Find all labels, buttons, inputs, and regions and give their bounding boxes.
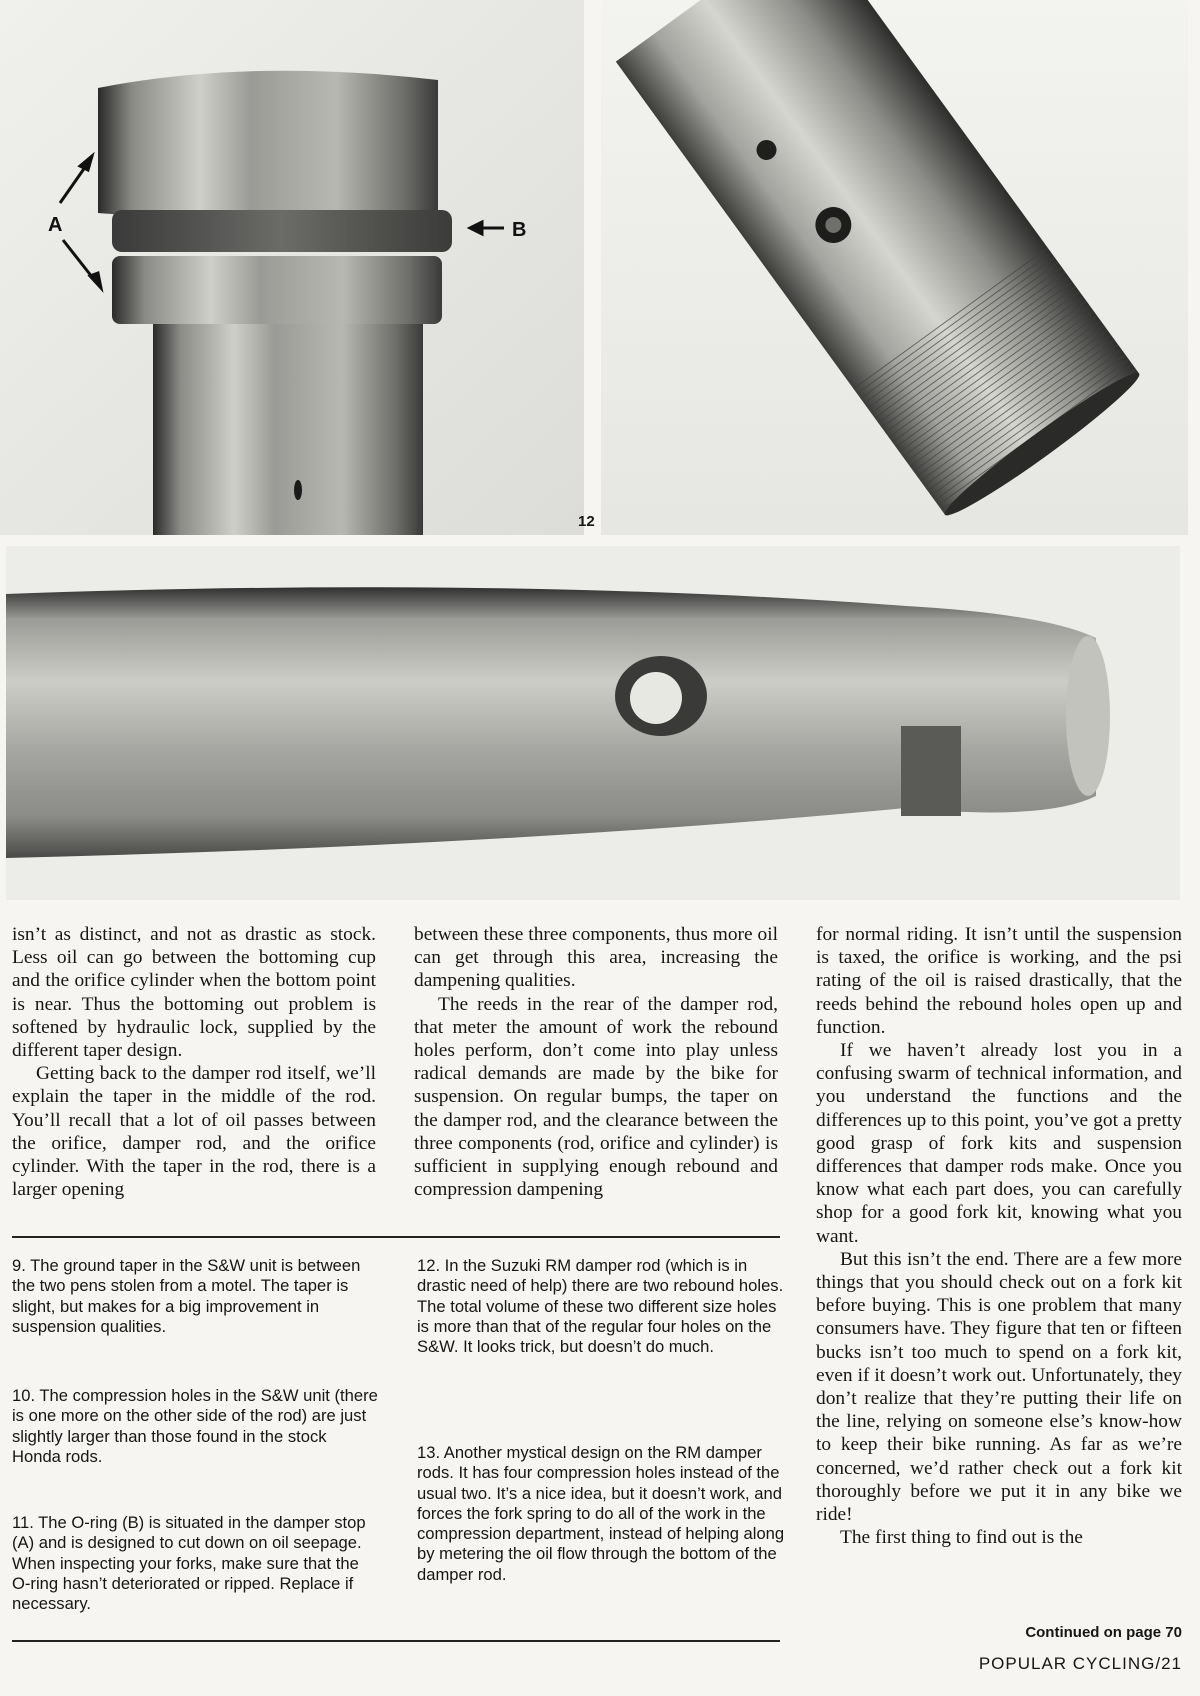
paragraph: Getting back to the damper rod itself, we’ll explain the taper in the middle of the rod. You’ll recall that a lot of oil passes between the orifice, damper rod, and the orifice cylinder. With the taper in the rod, there is a larger opening	[12, 1063, 376, 1201]
photo-damper-stop	[0, 0, 584, 535]
label-a: A	[48, 214, 63, 236]
continued-note: Continued on page 70	[1025, 1624, 1182, 1641]
divider	[12, 1640, 780, 1642]
label-b: B	[512, 219, 527, 241]
figure-number: 12	[578, 513, 595, 530]
photo-damper-rod-side	[6, 546, 1180, 900]
photo-damper-rod-end	[601, 0, 1188, 535]
caption-11: 11. The O-ring (B) is situated in the damper stop (A) and is designed to cut down on oil seepage. When inspecting your forks, make sure that the O-ring hasn’t deteriorated or ripped. Replace if necessary.	[12, 1513, 366, 1614]
text-column-1	[12, 923, 376, 1201]
paragraph: isn’t as distinct, and not as drastic as stock. Less oil can go between the bottoming cup and the orifice cylinder when the bottom point is near. Thus the bottoming out problem is softened by hydraulic lock, supplied by the different taper design.	[12, 924, 376, 1062]
caption-9: 9. The ground taper in the S&W unit is between the two pens stolen from a motel. The taper is slight, but makes for a big improvement in suspension qualities.	[12, 1256, 361, 1336]
text-column-2	[414, 923, 778, 1201]
caption-10: 10. The compression holes in the S&W unit (there is one more on the other side of the rod) are just slightly larger than those found in the stock Honda rods.	[12, 1386, 378, 1466]
text-column-3	[816, 923, 1182, 1549]
caption-13: 13. Another mystical design on the RM damper rods. It has four compression holes instead of the usual two. It’s a nice idea, but it doesn’t work, and forces the fork spring to do all of the work in the compression department, instead of helping along by metering the oil flow through the bottom of the damper rod.	[417, 1443, 785, 1584]
paragraph: The reeds in the rear of the damper rod, that meter the amount of work the rebound holes perform, don’t come into play unless radical demands are made by the bike for suspension. On regular bumps, the taper on the damper rod, and the clearance between the three components (rod, orifice and cylinder) is sufficient in supplying enough rebound and compression dampening	[414, 993, 778, 1201]
paragraph: If we haven’t already lost you in a confusing swarm of technical information, and you understand the functions and the differences up to this point, you’ve got a pretty good grasp of fork kits and suspension differences that damper rods make. Once you know what each part does, you can carefully shop for a good fork kit, knowing what you want.	[816, 1040, 1182, 1247]
caption-12: 12. In the Suzuki RM damper rod (which is in drastic need of help) there are two rebound holes. The total volume of these two different size holes is more than that of the regular four holes on the S&W. It looks trick, but doesn’t do much.	[417, 1256, 784, 1357]
divider	[12, 1236, 780, 1238]
paragraph: between these three components, thus more oil can get through this area, increasing the dampening qualities.	[414, 924, 778, 992]
paragraph: for normal riding. It isn’t until the suspension is taxed, the orifice is working, and the psi rating of the oil is raised drastically, that the reeds behind the rebound holes open up and function.	[816, 924, 1182, 1038]
paragraph: But this isn’t the end. There are a few more things that you should check out on a fork kit before buying. This is one problem that many consumers have. They figure that ten or fifteen bucks isn’t too much to spend on a fork kit, even if it doesn’t work out. Unfortunately, they don’t realize that they’re putting their life on the line, relying on someone else’s know-how to keep their bike running. As far as we’re concerned, we’d rather check out a fork kit thoroughly before we put it in any bike we ride!	[816, 1248, 1182, 1526]
paragraph: The first thing to find out is the	[840, 1527, 1083, 1549]
page-folio: POPULAR CYCLING/21	[978, 1654, 1182, 1673]
